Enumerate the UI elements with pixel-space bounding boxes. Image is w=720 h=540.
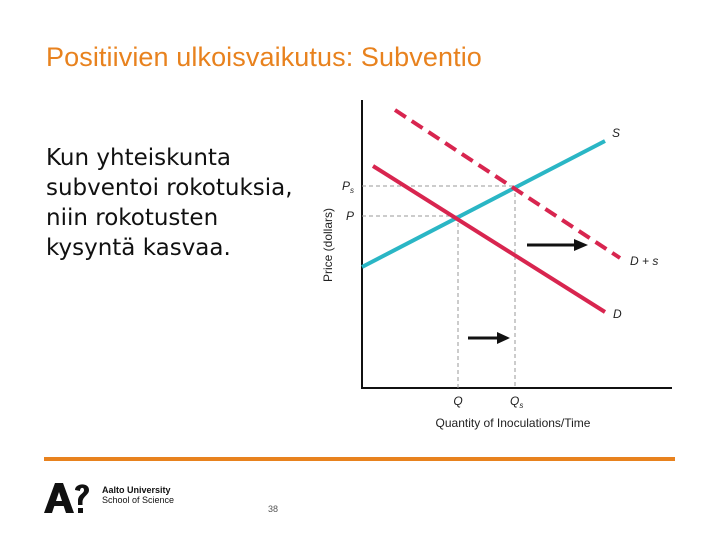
footer-divider <box>44 457 675 461</box>
bullet-line: Kun yhteiskunta <box>46 145 232 171</box>
university-name: Aalto University <box>102 485 171 495</box>
supply-curve <box>362 141 605 267</box>
demand-curve <box>373 166 605 312</box>
school-name: School of Science <box>102 495 175 505</box>
subsidized-quantity-label: $Q_s$ <box>510 394 524 410</box>
subsidy-diagram <box>300 95 680 440</box>
bullet-line: kysyntä kasvaa. <box>46 235 231 261</box>
aalto-logo <box>44 482 96 514</box>
demand-label: D <box>613 307 622 321</box>
price-label: P <box>346 209 355 223</box>
x-axis-label: Quantity of Inoculations/Time <box>435 416 591 430</box>
bullet-line: subventoi rokotuksia, <box>46 175 293 201</box>
quantity-label: Q <box>453 394 463 408</box>
bullet-line: niin rokotusten <box>46 205 219 231</box>
subsidized-price-label: $P_s$ <box>342 179 355 195</box>
subsidized-demand-curve <box>395 110 620 258</box>
supply-label: S <box>612 126 621 140</box>
shift-arrow-lower <box>468 332 510 344</box>
bullet-text <box>46 143 321 263</box>
slide-title: Positiivien ulkoisvaikutus: Subventio <box>46 42 482 72</box>
shift-arrow-upper <box>527 239 588 251</box>
subsidized-demand-label: D + s <box>630 254 659 268</box>
page-number: 38 <box>268 504 279 514</box>
y-axis-label: Price (dollars) <box>321 207 335 283</box>
